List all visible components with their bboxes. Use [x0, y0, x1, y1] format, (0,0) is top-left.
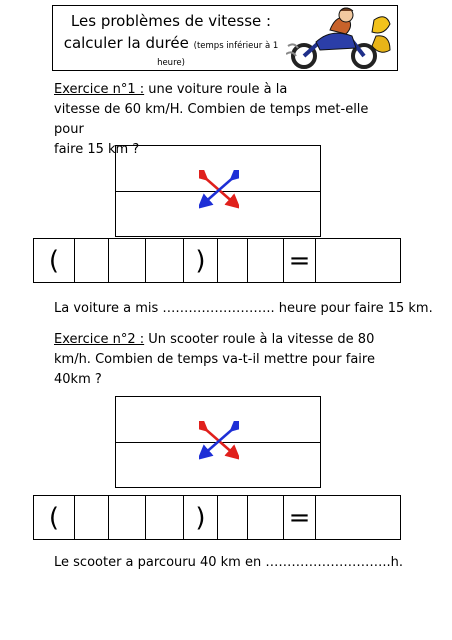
proportion-grid-2 [115, 396, 321, 488]
calculation-row-1 [33, 238, 401, 283]
proportion-grid-1 [115, 145, 321, 237]
calc-cell [315, 239, 400, 282]
title-note-2: heure) [157, 58, 185, 68]
exercise2-text-c: 40km ? [54, 372, 102, 387]
calc-cell: ) [183, 239, 217, 282]
calc-cell [217, 239, 247, 282]
calc-cell [108, 239, 145, 282]
exercise2-text-b: km/h. Combien de temps va-t-il mettre pour faire [54, 352, 375, 367]
calc-cell [108, 496, 145, 539]
calc-cell [145, 496, 183, 539]
scooter-rider-icon [286, 6, 394, 70]
page-title [56, 10, 286, 69]
calc-cell: = [283, 239, 315, 282]
title-line-1: Les problèmes de vitesse : [70, 12, 272, 30]
calc-cell: ( [48, 245, 60, 276]
exercise1-text-c: faire 15 km ? [54, 142, 140, 157]
cross-arrows-icon [199, 421, 239, 461]
title-note: (temps inférieur à 1 [193, 41, 279, 51]
exercise1-text-a: une voiture roule à la [144, 82, 288, 97]
calculation-row-2 [33, 495, 401, 540]
calc-cell [247, 496, 283, 539]
exercise1-answer: La voiture a mis …………………….. heure pour faire 15 km. [54, 301, 433, 316]
calc-cell [247, 239, 283, 282]
calc-cell: ) [183, 496, 217, 539]
calc-cell [74, 496, 108, 539]
calc-cell [74, 239, 108, 282]
exercise2-text-a: Un scooter roule à la vitesse de 80 [144, 332, 375, 347]
exercise2-text [54, 330, 400, 390]
calc-cell: = [283, 496, 315, 539]
title-line-2: calculer la durée [63, 34, 189, 52]
calc-cell [145, 239, 183, 282]
exercise1-label: Exercice n°1 : [54, 82, 145, 97]
exercise1-text-b: vitesse de 60 km/H. Combien de temps met-elle pour [54, 102, 369, 137]
exercise2-label: Exercice n°2 : [54, 332, 145, 347]
cross-arrows-icon [199, 170, 239, 210]
calc-cell: ( [48, 502, 60, 533]
calc-cell [315, 496, 400, 539]
exercise2-answer: Le scooter a parcouru 40 km en ………………………..h. [54, 555, 403, 570]
calc-cell [217, 496, 247, 539]
